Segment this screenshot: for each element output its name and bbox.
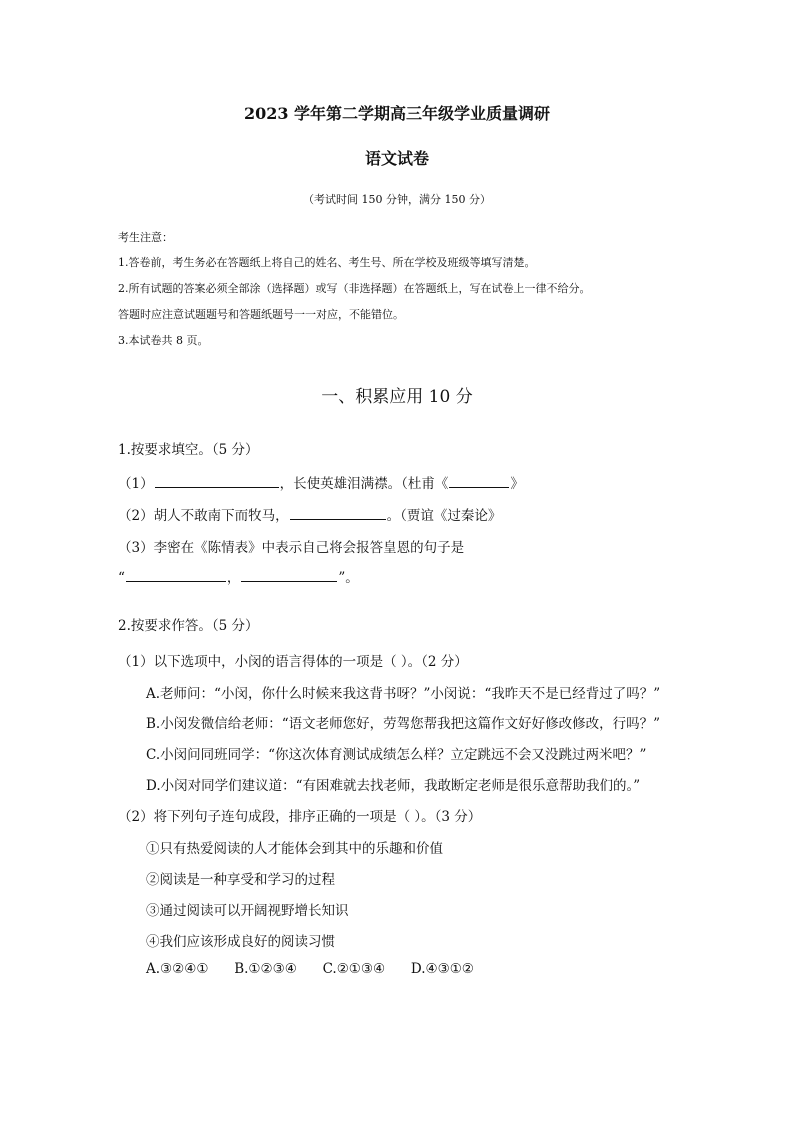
notice-line-1: 1.答卷前，考生务必在答题纸上将自己的姓名、考生号、所在学校及班级等填写清楚。 (118, 256, 536, 269)
open-quote: “ (118, 570, 125, 586)
part-2-suffix: 。（贾谊《过秦论》 (386, 508, 502, 524)
answer-blank[interactable] (155, 473, 279, 488)
exam-info: （考试时间 150 分钟，满分 150 分） (303, 193, 491, 206)
exam-title: 2023 学年第二学期高三年级学业质量调研 (243, 104, 551, 123)
notice-line-2: 2.所有试题的答案必须全部涂（选择题）或写（非选择题）在答题纸上，写在试卷上一律不给分。 (118, 282, 591, 295)
sentence-2: ②阅读是一种享受和学习的过程 (146, 872, 335, 888)
notice-heading: 考生注意： (118, 231, 173, 244)
part-1-prefix: （1） (118, 476, 154, 492)
part-2-prefix: （2）胡人不敢南下而牧马， (118, 508, 289, 524)
answer-options: A.③②④① B.①②③④ C.②①③④ D.④③①② (146, 961, 474, 977)
notice-line-3: 答题时应注意试题题号和答题纸题号一一对应，不能错位。 (118, 308, 404, 321)
comma: ， (226, 570, 241, 586)
part-1-mid: ，长使英雄泪满襟。（杜甫《 (279, 476, 449, 492)
question-1-stem: 1.按要求填空。（5 分） (118, 442, 259, 458)
answer-blank[interactable] (449, 473, 509, 488)
exam-subtitle: 语文试卷 (364, 149, 429, 168)
answer-blank[interactable] (290, 505, 386, 520)
question-1-part-3: （3）李密在《陈情表》中表示自己将会报答皇恩的句子是 (118, 540, 465, 556)
sentence-3: ③通过阅读可以开阔视野增长知识 (146, 903, 349, 919)
notice-line-4: 3.本试卷共 8 页。 (118, 334, 209, 347)
part-1-suffix: 》 (510, 476, 524, 492)
question-1-part-3-answer (118, 566, 359, 586)
question-2-sub-1: （1）以下选项中，小闵的语言得体的一项是（ ）。（2 分） (118, 654, 468, 670)
question-2-stem: 2.按要求作答。（5 分） (118, 618, 259, 634)
question-2-sub-2: （2）将下列句子连句成段，排序正确的一项是（ ）。（3 分） (118, 809, 482, 825)
sentence-1: ①只有热爱阅读的人才能体会到其中的乐趣和价值 (146, 841, 443, 857)
answer-blank[interactable] (126, 567, 226, 582)
option-c: C.小闵问同班同学：“你这次体育测试成绩怎么样？立定跳远不会又没跳过两米吧？” (146, 747, 647, 763)
option-b: B.小闵发微信给老师：“语文老师您好，劳驾您帮我把这篇作文好好修改修改，行吗？” (146, 716, 661, 732)
option-a: A.老师问：“小闵，你什么时候来我这背书呀？”小闵说：“我昨天不是已经背过了吗？” (146, 686, 661, 702)
question-1-part-2 (118, 504, 501, 524)
question-1-part-1 (118, 472, 524, 492)
option-d: D.小闵对同学们建议道：“有困难就去找老师，我敢断定老师是很乐意帮助我们的。” (146, 778, 641, 794)
sentence-4: ④我们应该形成良好的阅读习惯 (146, 934, 335, 950)
section-heading: 一、积累应用 10 分 (321, 387, 473, 407)
answer-blank[interactable] (241, 567, 337, 582)
close-quote: ”。 (338, 570, 359, 586)
